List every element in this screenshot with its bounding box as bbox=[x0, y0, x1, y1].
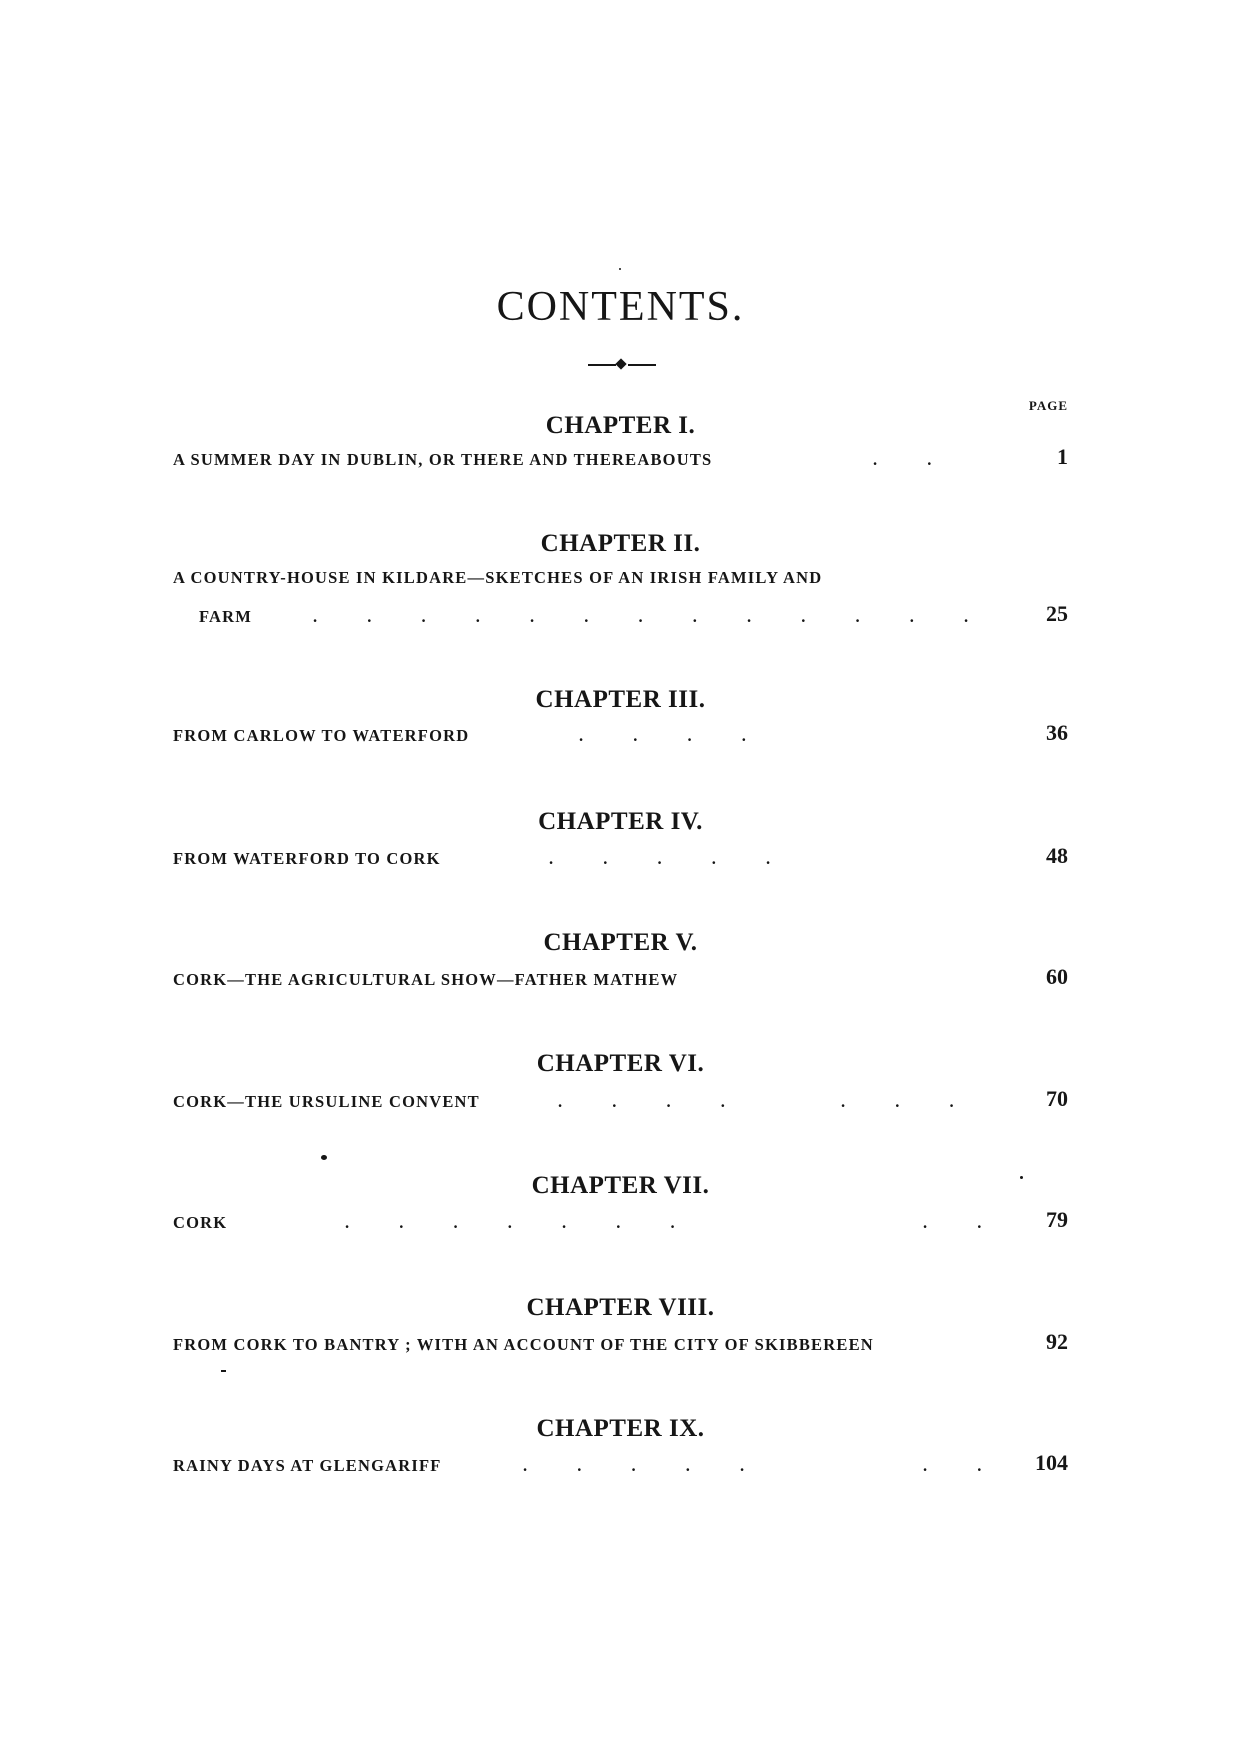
toc-leader-dots: . . . . . bbox=[523, 1456, 768, 1475]
chapter-heading-9: CHAPTER IX. bbox=[536, 1415, 705, 1442]
page-title: CONTENTS. bbox=[496, 284, 745, 330]
page-column-label: PAGE bbox=[1028, 398, 1068, 413]
toc-leader-dots: . . . . . . . bbox=[345, 1213, 698, 1232]
toc-leader-dots: . . bbox=[873, 450, 955, 469]
scan-speck-icon bbox=[221, 1370, 226, 1372]
toc-page-number: 48 bbox=[1046, 843, 1068, 868]
toc-entry-title: CORK—THE AGRICULTURAL SHOW—FATHER MATHEW bbox=[173, 970, 679, 989]
toc-entry-title: FROM WATERFORD TO CORK bbox=[173, 849, 441, 868]
chapter-heading-1: CHAPTER I. bbox=[545, 412, 696, 439]
scan-speck-icon bbox=[1020, 1176, 1023, 1179]
scan-speck-icon bbox=[619, 268, 621, 270]
toc-page-number: 104 bbox=[1035, 1450, 1068, 1475]
toc-leader-dots-right: . . bbox=[923, 1456, 1005, 1475]
toc-entry-title: FROM CARLOW TO WATERFORD bbox=[173, 726, 470, 745]
chapter-heading-8: CHAPTER VIII. bbox=[526, 1294, 715, 1321]
chapter-heading-2: CHAPTER II. bbox=[540, 530, 701, 557]
toc-page-number: 70 bbox=[1046, 1086, 1068, 1111]
toc-page-number: 36 bbox=[1046, 720, 1068, 745]
toc-leader-dots-right: . . . bbox=[841, 1092, 977, 1111]
chapter-heading-6: CHAPTER VI. bbox=[536, 1050, 705, 1077]
toc-entry-title: CORK bbox=[173, 1213, 228, 1232]
toc-entry-title: A SUMMER DAY IN DUBLIN, OR THERE AND THEREABOUTS bbox=[173, 450, 713, 469]
toc-entry-title: RAINY DAYS AT GLENGARIFF bbox=[173, 1456, 442, 1475]
toc-page-number: 25 bbox=[1046, 601, 1068, 626]
toc-page-number: 1 bbox=[1057, 444, 1068, 469]
chapter-heading-3: CHAPTER III. bbox=[535, 686, 706, 713]
chapter-heading-7: CHAPTER VII. bbox=[531, 1172, 710, 1199]
toc-entry-title: CORK—THE URSULINE CONVENT bbox=[173, 1092, 480, 1111]
toc-entry-title: FROM CORK TO BANTRY ; WITH AN ACCOUNT OF THE CITY OF SKIBBEREEN bbox=[173, 1335, 874, 1354]
toc-leader-dots-right: . . bbox=[923, 1213, 1005, 1232]
chapter-heading-5: CHAPTER V. bbox=[543, 929, 698, 956]
toc-entry-title-continued: FARM bbox=[199, 607, 253, 626]
toc-page-number: 92 bbox=[1046, 1329, 1068, 1354]
toc-leader-dots: . . . . bbox=[558, 1092, 748, 1111]
toc-leader-dots: . . . . bbox=[579, 726, 769, 745]
toc-page-number: 79 bbox=[1046, 1207, 1068, 1232]
toc-page-number: 60 bbox=[1046, 964, 1068, 989]
title-ornament-icon bbox=[588, 360, 656, 370]
scan-speck-icon bbox=[321, 1155, 327, 1160]
chapter-heading-4: CHAPTER IV. bbox=[538, 808, 703, 835]
toc-entry-title: A COUNTRY-HOUSE IN KILDARE—SKETCHES OF AN IRISH FAMILY AND bbox=[173, 568, 823, 587]
toc-leader-dots: . . . . . bbox=[549, 849, 794, 868]
toc-leader-dots: . . . . . . . . . . . . . bbox=[313, 607, 992, 626]
